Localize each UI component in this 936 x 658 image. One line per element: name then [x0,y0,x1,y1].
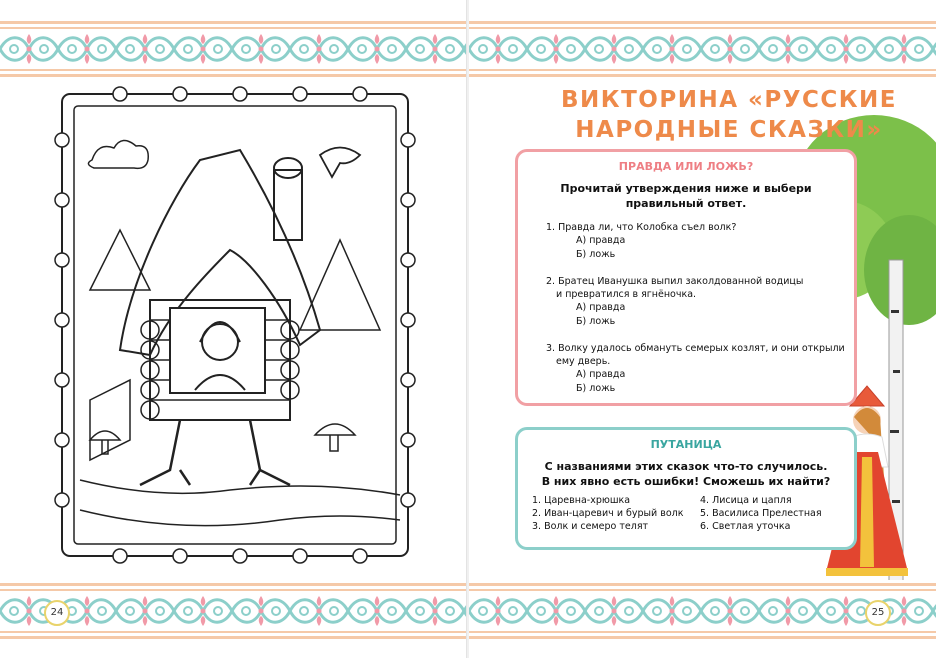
answer-option[interactable]: Б) ложь [576,249,616,260]
mix-up-heading: ПУТАНИЦА [650,438,722,451]
title-line-1: ВИКТОРИНА «РУССКИЕ [561,87,897,113]
true-false-heading: ПРАВДА ИЛИ ЛОЖЬ? [618,160,754,173]
list-item: 3. Волк и семеро телят [532,521,649,532]
true-false-card [515,149,857,406]
question-text: и превратился в ягнёночка. [556,289,697,300]
question-3 [518,342,854,396]
title-line-2: НАРОДНЫЕ СКАЗКИ» [575,117,883,143]
top-ornament-border [0,18,467,80]
question-1 [518,221,854,262]
intro-line-1: С названиями этих сказок что-то случилось. [544,460,828,473]
intro-line-2: правильный ответ. [625,197,747,210]
answer-option[interactable]: А) правда [576,235,626,246]
page-number-right: 25 [865,600,891,626]
mix-up-intro [518,459,854,489]
question-text: 2. Братец Иванушка выпил заколдованной водицы [546,276,804,287]
true-false-intro [518,181,854,211]
intro-line-2: В них явно есть ошибки! Сможешь их найти? [541,475,831,488]
answer-option[interactable]: Б) ложь [576,383,616,394]
question-text: 1. Правда ли, что Колобка съел волк? [546,222,737,233]
list-item: 5. Василиса Прелестная [700,508,822,519]
chimney [274,170,302,240]
question-2 [518,275,854,329]
page-title [539,85,919,145]
answer-option[interactable]: А) правда [576,302,626,313]
bottom-ornament-border [0,580,467,642]
coloring-illustration [0,80,467,580]
list-item: 4. Лисица и цапля [700,495,792,506]
question-text: ему дверь. [556,356,611,367]
list-item: 1. Царевна-хрюшка [532,495,631,506]
chicken-legs [140,420,290,485]
left-page [0,0,467,658]
answer-option[interactable]: А) правда [576,369,626,380]
answer-option[interactable]: Б) ложь [576,316,616,327]
cloud [88,140,148,168]
right-page [469,0,936,658]
list-item: 2. Иван-царевич и бурый волк [532,508,684,519]
list-item: 6. Светлая уточка [700,521,791,532]
mix-up-card [515,427,857,550]
fairy-tale-list [532,495,854,532]
hut-window [170,308,265,393]
question-text: 3. Волку удалось обмануть семерых козлят, и они открыли [546,343,845,354]
crow [320,148,360,178]
page-number-left: 24 [44,600,70,626]
intro-line-1: Прочитай утверждения ниже и выбери [560,182,812,195]
top-ornament-border-right [469,18,936,80]
